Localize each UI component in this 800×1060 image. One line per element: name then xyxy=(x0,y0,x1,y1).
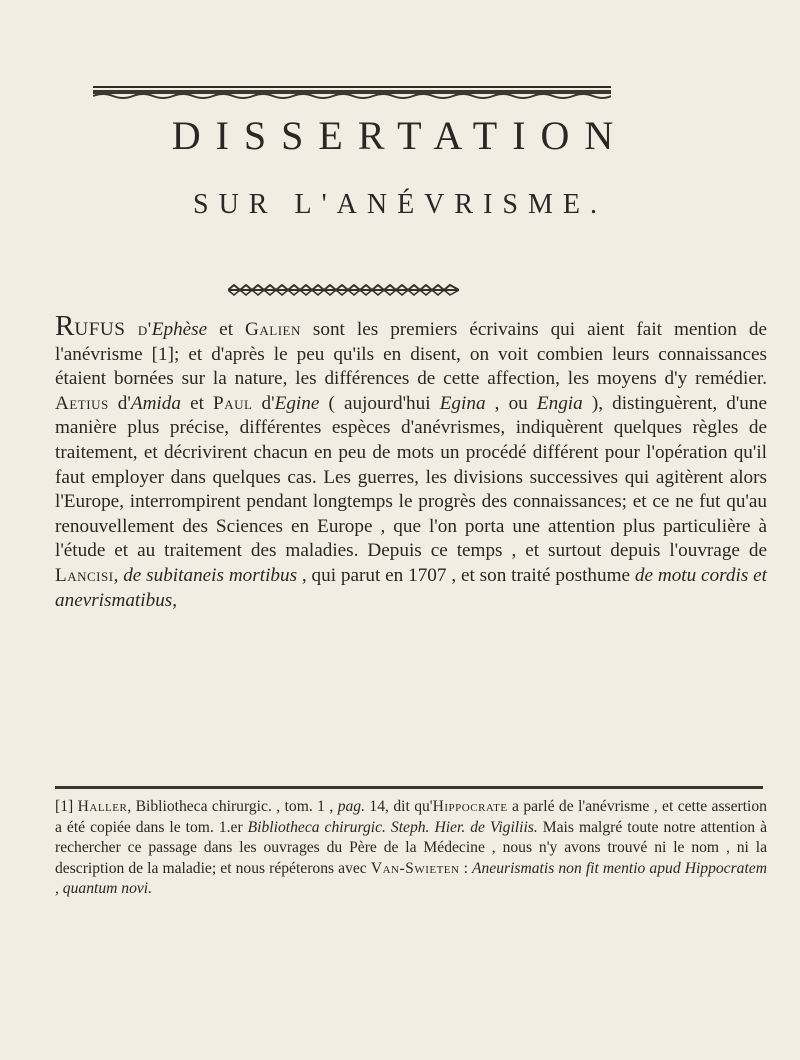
place-egina: Egina xyxy=(439,392,486,414)
footnote-marker: [1] xyxy=(55,798,78,815)
text-run: Mais malgré toute notre attention à rechercher ce passage dans les ouvrages du Père de la Médecine , nous n'y avons trouvé ni le nom , ni la description de la maladie; et nous répéterons avec xyxy=(55,818,767,877)
section-ornament-rule xyxy=(228,283,459,297)
text-run: d' xyxy=(108,392,131,414)
place-engia: Engia xyxy=(536,392,583,414)
author-aetius: Aetius xyxy=(55,392,109,414)
latin-quote: Aneurismatis non fit mentio apud Hippocratem , quantum novi. xyxy=(55,859,767,898)
work-title-subitaneis: de subitaneis mortibus xyxy=(123,564,298,586)
author-lancisi: Lancisi xyxy=(55,564,114,586)
text-run: , ou xyxy=(485,392,537,414)
footnote-separator-rule xyxy=(55,786,763,789)
author-van-swieten: Van-Swieten xyxy=(370,859,460,877)
author-haller: Haller xyxy=(77,798,128,815)
text-run: et xyxy=(180,392,214,414)
text-run: ), distinguèrent, d'une manière plus précise, différentes espèces d'anévrismes, indiquèrent quelques règles de traitement, et décrivirent chacun en peu de mots un procédé différent pour l'opération qu'il faut employer dans quelques cas. Les guerres, les divisions successives qui agitèrent alors l'Europe, interrompirent pendant longtemps le progrès des connaissances; et ce ne fut qu'au renouvellement des Sciences en Europe , que l'on porta une attention plus particulière à l'étude et au traitement des maladies. Depuis ce temps , et surtout depuis l'ouvrage de xyxy=(55,392,767,562)
author-hippocrate: Hippocrate xyxy=(432,798,508,815)
work-title-motu-cordis: de motu cordis et anevrismatibus xyxy=(55,564,768,611)
place-ephese: Ephèse xyxy=(151,319,208,340)
text-run: pag. xyxy=(337,798,365,815)
text-run: , xyxy=(172,589,178,611)
text-run: et xyxy=(207,319,246,340)
text-run: 14, dit qu' xyxy=(365,798,433,815)
drop-cap: R xyxy=(55,310,75,342)
header-ornament-rule xyxy=(93,86,611,100)
text-run: , qui parut en 1707 , et son traité posthume xyxy=(297,564,635,586)
page-title: DISSERTATION xyxy=(171,113,629,158)
author-rufus: UFUS d' xyxy=(74,319,152,340)
author-galien: Galien xyxy=(245,319,301,340)
text-run: : xyxy=(459,859,472,877)
text-run: sont les premiers écrivains qui aient fait mention de l'anévrisme [1]; et d'après le peu qu'ils en disent, on voit combien leurs connaissances étaient bornées sur la nature, les différences de cette affection, les moyens d'y remédier. xyxy=(55,319,767,390)
text-run: , Bibliotheca chirurgic. , tom. 1 , xyxy=(127,798,338,815)
place-amida: Amida xyxy=(130,392,181,414)
place-egine: Egine xyxy=(274,392,320,414)
text-run: , xyxy=(113,564,124,586)
work-title-bibliotheca: Bibliotheca chirurgic. Steph. Hier. de Vigiliis. xyxy=(247,818,538,836)
main-paragraph xyxy=(55,310,768,613)
author-paul: Paul xyxy=(213,392,253,414)
text-run: ( aujourd'hui xyxy=(319,392,440,414)
footnote xyxy=(55,797,767,900)
page-subtitle: SUR L'ANÉVRISME. xyxy=(193,189,607,220)
text-run: d' xyxy=(252,392,275,414)
text-run: a parlé de l'anévrisme , et cette assertion a été copiée dans le tom. 1.er xyxy=(55,798,767,836)
